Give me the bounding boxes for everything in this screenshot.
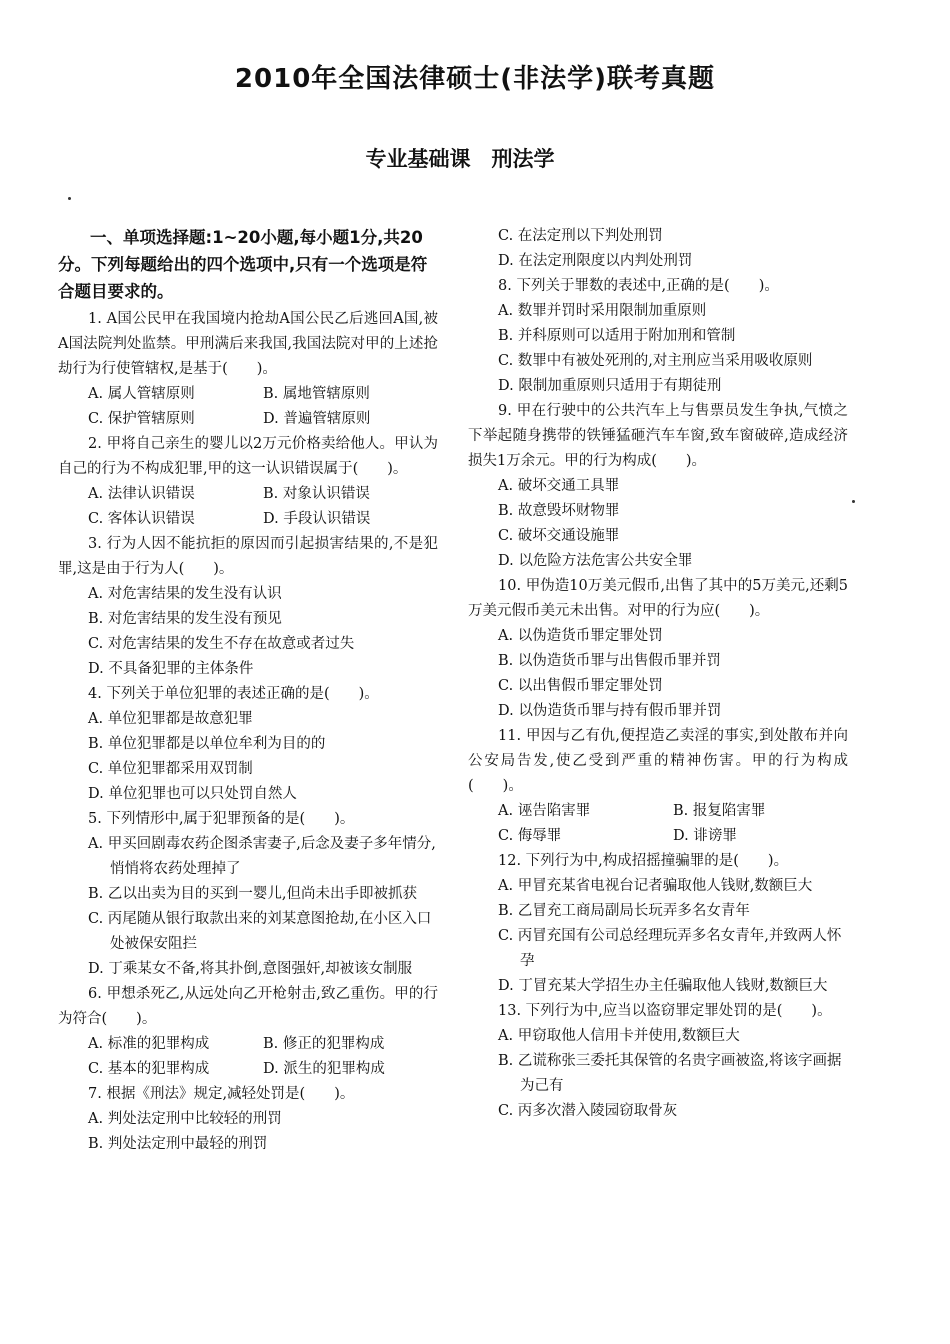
option: B. 判处法定刑中最轻的刑罚 xyxy=(88,1136,268,1152)
option-row xyxy=(58,482,438,507)
question-stem: 10. 甲伪造10万美元假币,出售了其中的5万美元,还剩5万美元假币美元未出售。对甲的行为应( )。 xyxy=(468,578,848,619)
option-row xyxy=(58,1032,438,1057)
option: C. 保护管辖原则 xyxy=(88,411,195,427)
option: C. 基本的犯罪构成 xyxy=(88,1061,210,1077)
question-stem: 2. 甲将自己亲生的婴儿以2万元价格卖给他人。甲认为自己的行为不构成犯罪,甲的这一认识错误属于( )。 xyxy=(58,436,438,477)
option: B. 报复陷害罪 xyxy=(673,803,766,819)
question-stem: 4. 下列关于单位犯罪的表述正确的是( )。 xyxy=(88,686,379,702)
option: B. 以伪造货币罪与出售假币罪并罚 xyxy=(498,653,721,669)
question-stem: 1. A国公民甲在我国境内抢劫A国公民乙后逃回A国,被A国法院判处监禁。甲刑满后来我国,我国法院对甲的上述抢劫行为行使管辖权,是基于( )。 xyxy=(58,311,438,377)
option: B. 单位犯罪都是以单位牟利为目的的 xyxy=(88,736,326,752)
question-stem: 9. 甲在行驶中的公共汽车上与售票员发生争执,气愤之下举起随身携带的铁锤猛砸汽车车窗,致车窗破碎,造成经济损失1万余元。甲的行为构成( )。 xyxy=(468,403,848,469)
question-stem: 8. 下列关于罪数的表述中,正确的是( )。 xyxy=(498,278,779,294)
option-row xyxy=(468,824,848,849)
option-row xyxy=(58,382,438,407)
option: C. 丙多次潜入陵园窃取骨灰 xyxy=(498,1103,678,1119)
option: B. 乙冒充工商局副局长玩弄多名女青年 xyxy=(498,903,750,919)
option: D. 单位犯罪也可以只处罚自然人 xyxy=(88,786,297,802)
option: A. 判处法定刑中比较轻的刑罚 xyxy=(88,1111,282,1127)
option: C. 数罪中有被处死刑的,对主刑应当采用吸收原则 xyxy=(498,353,813,369)
option: C. 客体认识错误 xyxy=(88,511,195,527)
option-row xyxy=(468,799,848,824)
option: C. 以出售假币罪定罪处罚 xyxy=(498,678,663,694)
option: D. 以伪造货币罪与持有假币罪并罚 xyxy=(498,703,722,719)
option: B. 对危害结果的发生没有预见 xyxy=(88,611,282,627)
option: D. 丁冒充某大学招生办主任骗取他人钱财,数额巨大 xyxy=(498,978,828,994)
right-column xyxy=(468,224,848,1124)
question-stem: 11. 甲因与乙有仇,便捏造乙卖淫的事实,到处散布并向公安局告发,使乙受到严重的精神伤害。甲的行为构成( )。 xyxy=(468,728,848,794)
option-row xyxy=(58,507,438,532)
scan-speck xyxy=(852,500,855,503)
option: C. 在法定刑以下判处刑罚 xyxy=(498,228,663,244)
section-heading: 一、单项选择题:1~20小题,每小题1分,共20分。下列每题给出的四个选项中,只有一个选项是符合题目要求的。 xyxy=(58,228,428,301)
option: A. 单位犯罪都是故意犯罪 xyxy=(88,711,253,727)
option: A. 数罪并罚时采用限制加重原则 xyxy=(498,303,707,319)
option: C. 对危害结果的发生不存在故意或者过失 xyxy=(88,636,355,652)
option: D. 丁乘某女不备,将其扑倒,意图强奸,却被该女制服 xyxy=(88,961,413,977)
question-stem: 3. 行为人因不能抗拒的原因而引起损害结果的,不是犯罪,这是由于行为人( )。 xyxy=(58,536,438,577)
option: A. 对危害结果的发生没有认识 xyxy=(88,586,282,602)
page-title: 2010年全国法律硕士(非法学)联考真题 xyxy=(234,64,716,94)
question-stem: 6. 甲想杀死乙,从远处向乙开枪射击,致乙重伤。甲的行为符合( )。 xyxy=(58,986,438,1027)
option: C. 破坏交通设施罪 xyxy=(498,528,620,544)
option-row xyxy=(58,407,438,432)
option: C. 侮辱罪 xyxy=(498,828,562,844)
option: B. 并科原则可以适用于附加刑和管制 xyxy=(498,328,736,344)
option: D. 诽谤罪 xyxy=(673,828,737,844)
option: B. 对象认识错误 xyxy=(263,486,370,502)
option: D. 普遍管辖原则 xyxy=(263,411,371,427)
question-stem: 7. 根据《刑法》规定,减轻处罚是( )。 xyxy=(88,1086,355,1102)
option: D. 不具备犯罪的主体条件 xyxy=(88,661,254,677)
option: C. 丙尾随从银行取款出来的刘某意图抢劫,在小区入口处被保安阻拦 xyxy=(88,911,432,952)
question-stem: 13. 下列行为中,应当以盗窃罪定罪处罚的是( )。 xyxy=(498,1003,832,1019)
option-row xyxy=(58,1057,438,1082)
option: B. 属地管辖原则 xyxy=(263,386,370,402)
option: D. 在法定刑限度以内判处刑罚 xyxy=(498,253,693,269)
option: B. 乙谎称张三委托其保管的名贵字画被盗,将该字画据为己有 xyxy=(498,1053,842,1094)
page-subtitle: 专业基础课 刑法学 xyxy=(365,147,555,171)
option: B. 乙以出卖为目的买到一婴儿,但尚未出手即被抓获 xyxy=(88,886,417,902)
option: C. 丙冒充国有公司总经理玩弄多名女青年,并致两人怀孕 xyxy=(498,928,842,969)
scan-speck xyxy=(68,197,71,200)
option: A. 以伪造货币罪定罪处罚 xyxy=(498,628,663,644)
option: A. 破坏交通工具罪 xyxy=(498,478,620,494)
option: A. 甲买回剧毒农药企图杀害妻子,后念及妻子多年情分,悄悄将农药处理掉了 xyxy=(88,836,436,877)
option: D. 手段认识错误 xyxy=(263,511,371,527)
option: A. 诬告陷害罪 xyxy=(498,803,591,819)
option: D. 限制加重原则只适用于有期徒刑 xyxy=(498,378,722,394)
option: B. 修正的犯罪构成 xyxy=(263,1036,385,1052)
option: A. 甲窃取他人信用卡并使用,数额巨大 xyxy=(498,1028,740,1044)
option: C. 单位犯罪都采用双罚制 xyxy=(88,761,253,777)
option: A. 甲冒充某省电视台记者骗取他人钱财,数额巨大 xyxy=(498,878,813,894)
question-stem: 12. 下列行为中,构成招摇撞骗罪的是( )。 xyxy=(498,853,789,869)
option: D. 派生的犯罪构成 xyxy=(263,1061,385,1077)
option: B. 故意毁坏财物罪 xyxy=(498,503,620,519)
option: A. 法律认识错误 xyxy=(88,486,195,502)
question-stem: 5. 下列情形中,属于犯罪预备的是( )。 xyxy=(88,811,355,827)
option: D. 以危险方法危害公共安全罪 xyxy=(498,553,693,569)
option: A. 属人管辖原则 xyxy=(88,386,195,402)
option: A. 标准的犯罪构成 xyxy=(88,1036,210,1052)
left-column xyxy=(58,224,438,1157)
